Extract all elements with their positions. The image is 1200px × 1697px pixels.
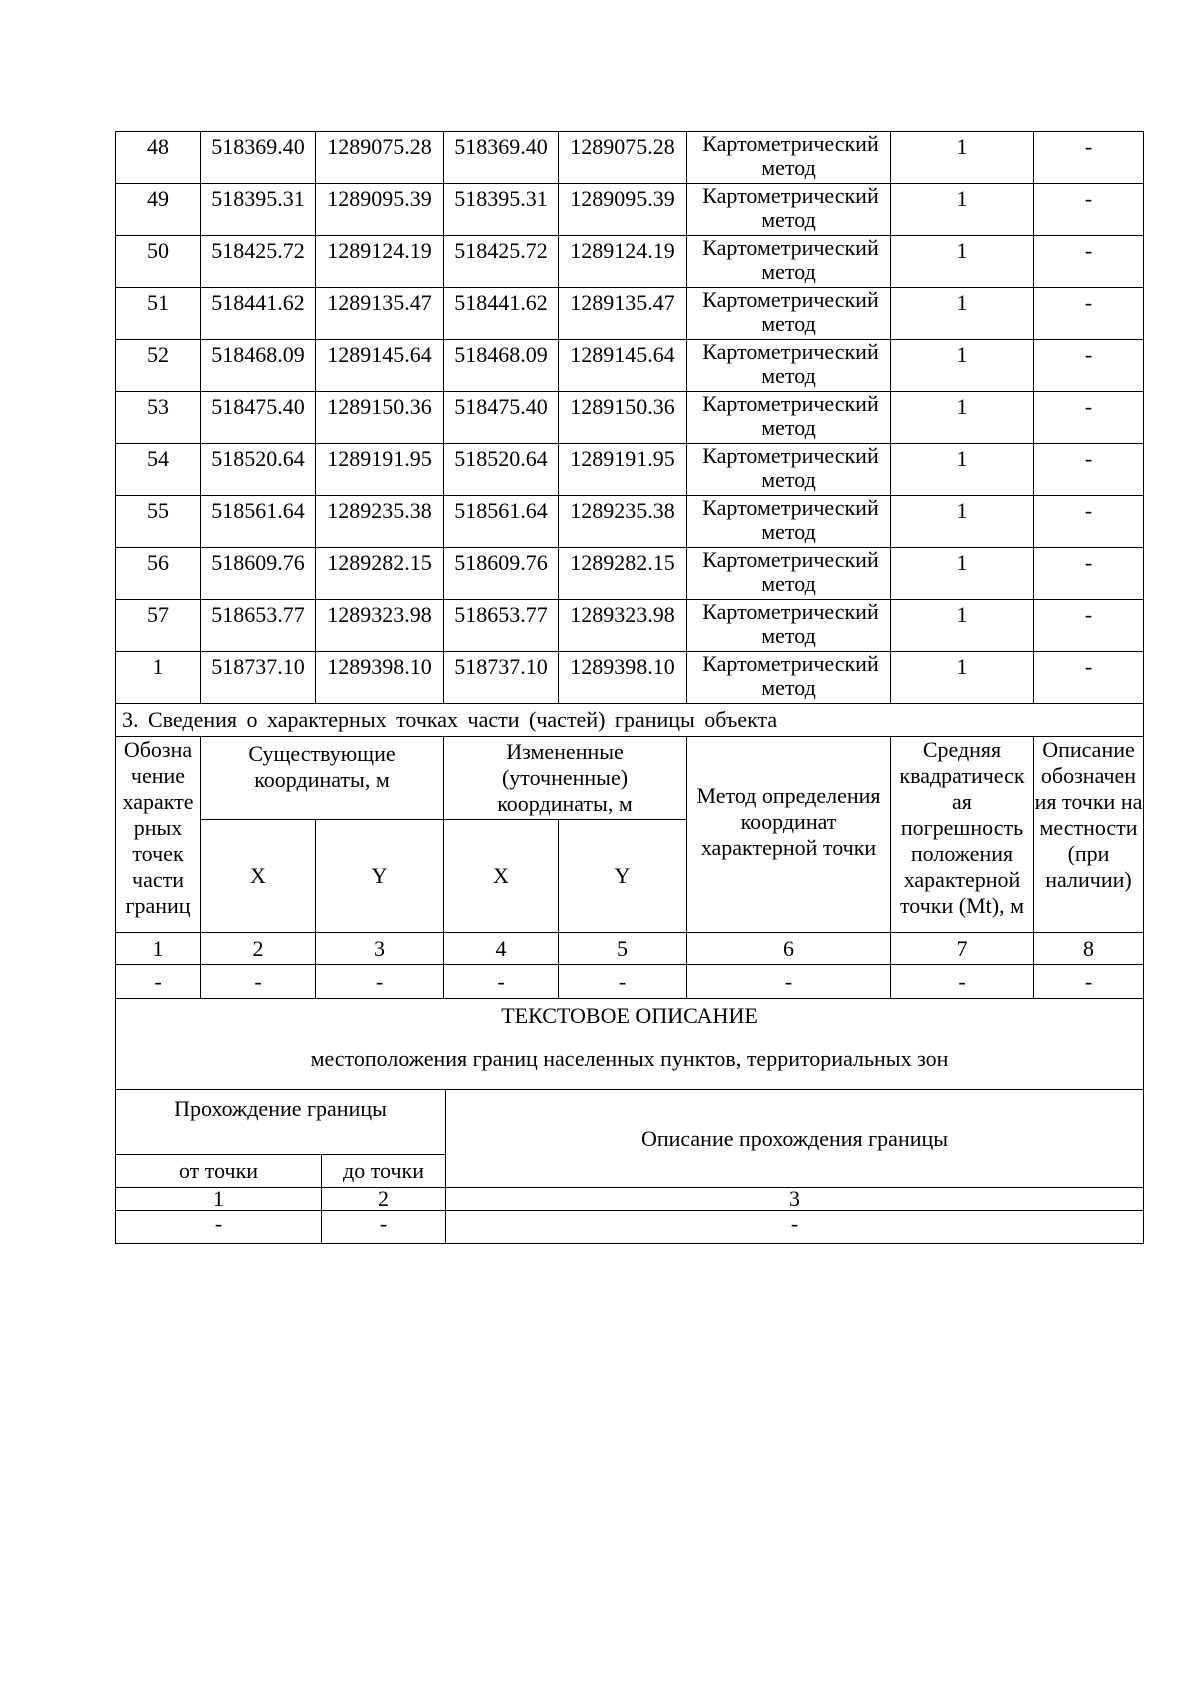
mt-value: 1 bbox=[891, 184, 1034, 236]
header-existing-x: X bbox=[201, 820, 316, 933]
method-cell bbox=[687, 340, 891, 392]
method-line2: метод bbox=[761, 155, 816, 180]
col-number: 1 bbox=[116, 933, 201, 965]
point-description: - bbox=[1034, 236, 1144, 288]
existing-x: 518737.10 bbox=[201, 652, 316, 704]
coordinates-table bbox=[115, 131, 1144, 999]
existing-y: 1289323.98 bbox=[316, 600, 444, 652]
col-number: 2 bbox=[322, 1188, 446, 1211]
header-changed-y: Y bbox=[559, 820, 687, 933]
col-number: 4 bbox=[444, 933, 559, 965]
point-description: - bbox=[1034, 444, 1144, 496]
changed-y: 1289124.19 bbox=[559, 236, 687, 288]
table-row bbox=[116, 548, 1144, 600]
method-line1: Картометрический bbox=[702, 495, 879, 520]
changed-x: 518425.72 bbox=[444, 236, 559, 288]
header-changed-x: X bbox=[444, 820, 559, 933]
existing-x: 518425.72 bbox=[201, 236, 316, 288]
changed-y: 1289398.10 bbox=[559, 652, 687, 704]
mt-value: 1 bbox=[891, 444, 1034, 496]
method-cell bbox=[687, 392, 891, 444]
mt-value: 1 bbox=[891, 392, 1034, 444]
method-line1: Картометрический bbox=[702, 287, 879, 312]
changed-y: 1289075.28 bbox=[559, 132, 687, 184]
empty-cell: - bbox=[446, 1211, 1144, 1244]
changed-y: 1289145.64 bbox=[559, 340, 687, 392]
existing-y: 1289135.47 bbox=[316, 288, 444, 340]
text-description-title: ТЕКСТОВОЕ ОПИСАНИЕ bbox=[501, 1003, 758, 1028]
point-number: 55 bbox=[116, 496, 201, 548]
method-line2: метод bbox=[761, 207, 816, 232]
existing-x: 518653.77 bbox=[201, 600, 316, 652]
method-line1: Картометрический bbox=[702, 235, 879, 260]
existing-y: 1289191.95 bbox=[316, 444, 444, 496]
empty-cell: - bbox=[1034, 965, 1144, 999]
empty-cell: - bbox=[891, 965, 1034, 999]
method-cell bbox=[687, 236, 891, 288]
changed-x: 518475.40 bbox=[444, 392, 559, 444]
table-row bbox=[116, 652, 1144, 704]
changed-x: 518520.64 bbox=[444, 444, 559, 496]
method-cell bbox=[687, 444, 891, 496]
changed-y: 1289095.39 bbox=[559, 184, 687, 236]
existing-y: 1289398.10 bbox=[316, 652, 444, 704]
empty-cell: - bbox=[444, 965, 559, 999]
section3-title: 3. Сведения о характерных точках части (частей) границы объекта bbox=[116, 704, 1144, 737]
method-line2: метод bbox=[761, 259, 816, 284]
header-existing-y: Y bbox=[316, 820, 444, 933]
changed-x: 518737.10 bbox=[444, 652, 559, 704]
changed-x: 518395.31 bbox=[444, 184, 559, 236]
changed-y: 1289235.38 bbox=[559, 496, 687, 548]
method-line2: метод bbox=[761, 311, 816, 336]
method-cell bbox=[687, 600, 891, 652]
mt-value: 1 bbox=[891, 652, 1034, 704]
point-description: - bbox=[1034, 392, 1144, 444]
method-cell bbox=[687, 496, 891, 548]
changed-y: 1289282.15 bbox=[559, 548, 687, 600]
existing-y: 1289282.15 bbox=[316, 548, 444, 600]
changed-y: 1289191.95 bbox=[559, 444, 687, 496]
header-changed-coords: Измененные (уточненные) координаты, м bbox=[444, 737, 687, 820]
table-row bbox=[116, 132, 1144, 184]
col-number: 3 bbox=[316, 933, 444, 965]
empty-cell: - bbox=[687, 965, 891, 999]
method-cell bbox=[687, 652, 891, 704]
point-number: 56 bbox=[116, 548, 201, 600]
method-line2: метод bbox=[761, 519, 816, 544]
point-number: 50 bbox=[116, 236, 201, 288]
empty-cell: - bbox=[116, 1211, 322, 1244]
table-row bbox=[116, 288, 1144, 340]
section3 bbox=[116, 704, 1144, 999]
changed-x: 518609.76 bbox=[444, 548, 559, 600]
point-description: - bbox=[1034, 132, 1144, 184]
col-number: 2 bbox=[201, 933, 316, 965]
existing-y: 1289150.36 bbox=[316, 392, 444, 444]
mt-value: 1 bbox=[891, 132, 1034, 184]
method-line2: метод bbox=[761, 415, 816, 440]
point-number: 52 bbox=[116, 340, 201, 392]
header-mt: Средняя квадратическ ая погрешность положения характерной точки (Mt), м bbox=[891, 737, 1034, 933]
point-description: - bbox=[1034, 600, 1144, 652]
col-number: 5 bbox=[559, 933, 687, 965]
table-row bbox=[116, 236, 1144, 288]
empty-cell: - bbox=[322, 1211, 446, 1244]
col-number: 7 bbox=[891, 933, 1034, 965]
existing-y: 1289124.19 bbox=[316, 236, 444, 288]
table-row bbox=[116, 496, 1144, 548]
mt-value: 1 bbox=[891, 548, 1034, 600]
method-line1: Картометрический bbox=[702, 599, 879, 624]
existing-x: 518520.64 bbox=[201, 444, 316, 496]
col-number: 8 bbox=[1034, 933, 1144, 965]
method-cell bbox=[687, 288, 891, 340]
existing-x: 518561.64 bbox=[201, 496, 316, 548]
empty-cell: - bbox=[316, 965, 444, 999]
changed-x: 518369.40 bbox=[444, 132, 559, 184]
existing-x: 518475.40 bbox=[201, 392, 316, 444]
mt-value: 1 bbox=[891, 496, 1034, 548]
point-number: 53 bbox=[116, 392, 201, 444]
changed-y: 1289135.47 bbox=[559, 288, 687, 340]
existing-x: 518441.62 bbox=[201, 288, 316, 340]
method-line2: метод bbox=[761, 623, 816, 648]
existing-x: 518395.31 bbox=[201, 184, 316, 236]
method-line2: метод bbox=[761, 675, 816, 700]
header-existing-coords: Существующие координаты, м bbox=[201, 737, 444, 820]
existing-y: 1289235.38 bbox=[316, 496, 444, 548]
changed-x: 518468.09 bbox=[444, 340, 559, 392]
method-line1: Картометрический bbox=[702, 547, 879, 572]
changed-y: 1289323.98 bbox=[559, 600, 687, 652]
method-line1: Картометрический bbox=[702, 183, 879, 208]
existing-x: 518468.09 bbox=[201, 340, 316, 392]
changed-x: 518561.64 bbox=[444, 496, 559, 548]
method-line2: метод bbox=[761, 467, 816, 492]
header-description: Описание обозначен ия точки на местности (при наличии) bbox=[1034, 737, 1144, 933]
point-number: 51 bbox=[116, 288, 201, 340]
method-line1: Картометрический bbox=[702, 443, 879, 468]
table-row bbox=[116, 184, 1144, 236]
existing-y: 1289145.64 bbox=[316, 340, 444, 392]
changed-x: 518441.62 bbox=[444, 288, 559, 340]
method-line2: метод bbox=[761, 571, 816, 596]
text-description-table bbox=[115, 998, 1144, 1244]
existing-x: 518609.76 bbox=[201, 548, 316, 600]
header-point-designation: Обозна чение характе рных точек части границ bbox=[116, 737, 201, 933]
point-number: 57 bbox=[116, 600, 201, 652]
point-description: - bbox=[1034, 652, 1144, 704]
changed-x: 518653.77 bbox=[444, 600, 559, 652]
text-description-subtitle: местоположения границ населенных пунктов, территориальных зон bbox=[310, 1046, 949, 1071]
table-row bbox=[116, 340, 1144, 392]
method-line2: метод bbox=[761, 363, 816, 388]
method-line1: Картометрический bbox=[702, 651, 879, 676]
point-description: - bbox=[1034, 184, 1144, 236]
point-description: - bbox=[1034, 496, 1144, 548]
coordinate-rows bbox=[116, 132, 1144, 704]
col-number: 1 bbox=[116, 1188, 322, 1211]
mt-value: 1 bbox=[891, 288, 1034, 340]
method-line1: Картометрический bbox=[702, 391, 879, 416]
empty-cell: - bbox=[201, 965, 316, 999]
method-cell bbox=[687, 548, 891, 600]
document-page bbox=[115, 131, 1143, 1244]
existing-x: 518369.40 bbox=[201, 132, 316, 184]
table-row bbox=[116, 392, 1144, 444]
point-number: 54 bbox=[116, 444, 201, 496]
header-boundary-passage: Прохождение границы bbox=[116, 1090, 446, 1155]
table-row bbox=[116, 600, 1144, 652]
mt-value: 1 bbox=[891, 236, 1034, 288]
table-row bbox=[116, 444, 1144, 496]
point-number: 49 bbox=[116, 184, 201, 236]
mt-value: 1 bbox=[891, 340, 1034, 392]
col-number: 6 bbox=[687, 933, 891, 965]
changed-y: 1289150.36 bbox=[559, 392, 687, 444]
method-line1: Картометрический bbox=[702, 131, 879, 156]
point-description: - bbox=[1034, 548, 1144, 600]
method-cell bbox=[687, 132, 891, 184]
mt-value: 1 bbox=[891, 600, 1034, 652]
empty-cell: - bbox=[559, 965, 687, 999]
header-method: Метод определения координат характерной точки bbox=[687, 737, 891, 933]
empty-cell: - bbox=[116, 965, 201, 999]
text-description-header bbox=[116, 999, 1144, 1090]
existing-y: 1289075.28 bbox=[316, 132, 444, 184]
point-description: - bbox=[1034, 340, 1144, 392]
point-number: 48 bbox=[116, 132, 201, 184]
method-line1: Картометрический bbox=[702, 339, 879, 364]
col-number: 3 bbox=[446, 1188, 1144, 1211]
existing-y: 1289095.39 bbox=[316, 184, 444, 236]
header-from-point: от точки bbox=[116, 1155, 322, 1188]
method-cell bbox=[687, 184, 891, 236]
header-to-point: до точки bbox=[322, 1155, 446, 1188]
point-description: - bbox=[1034, 288, 1144, 340]
header-passage-description: Описание прохождения границы bbox=[446, 1090, 1144, 1188]
point-number: 1 bbox=[116, 652, 201, 704]
